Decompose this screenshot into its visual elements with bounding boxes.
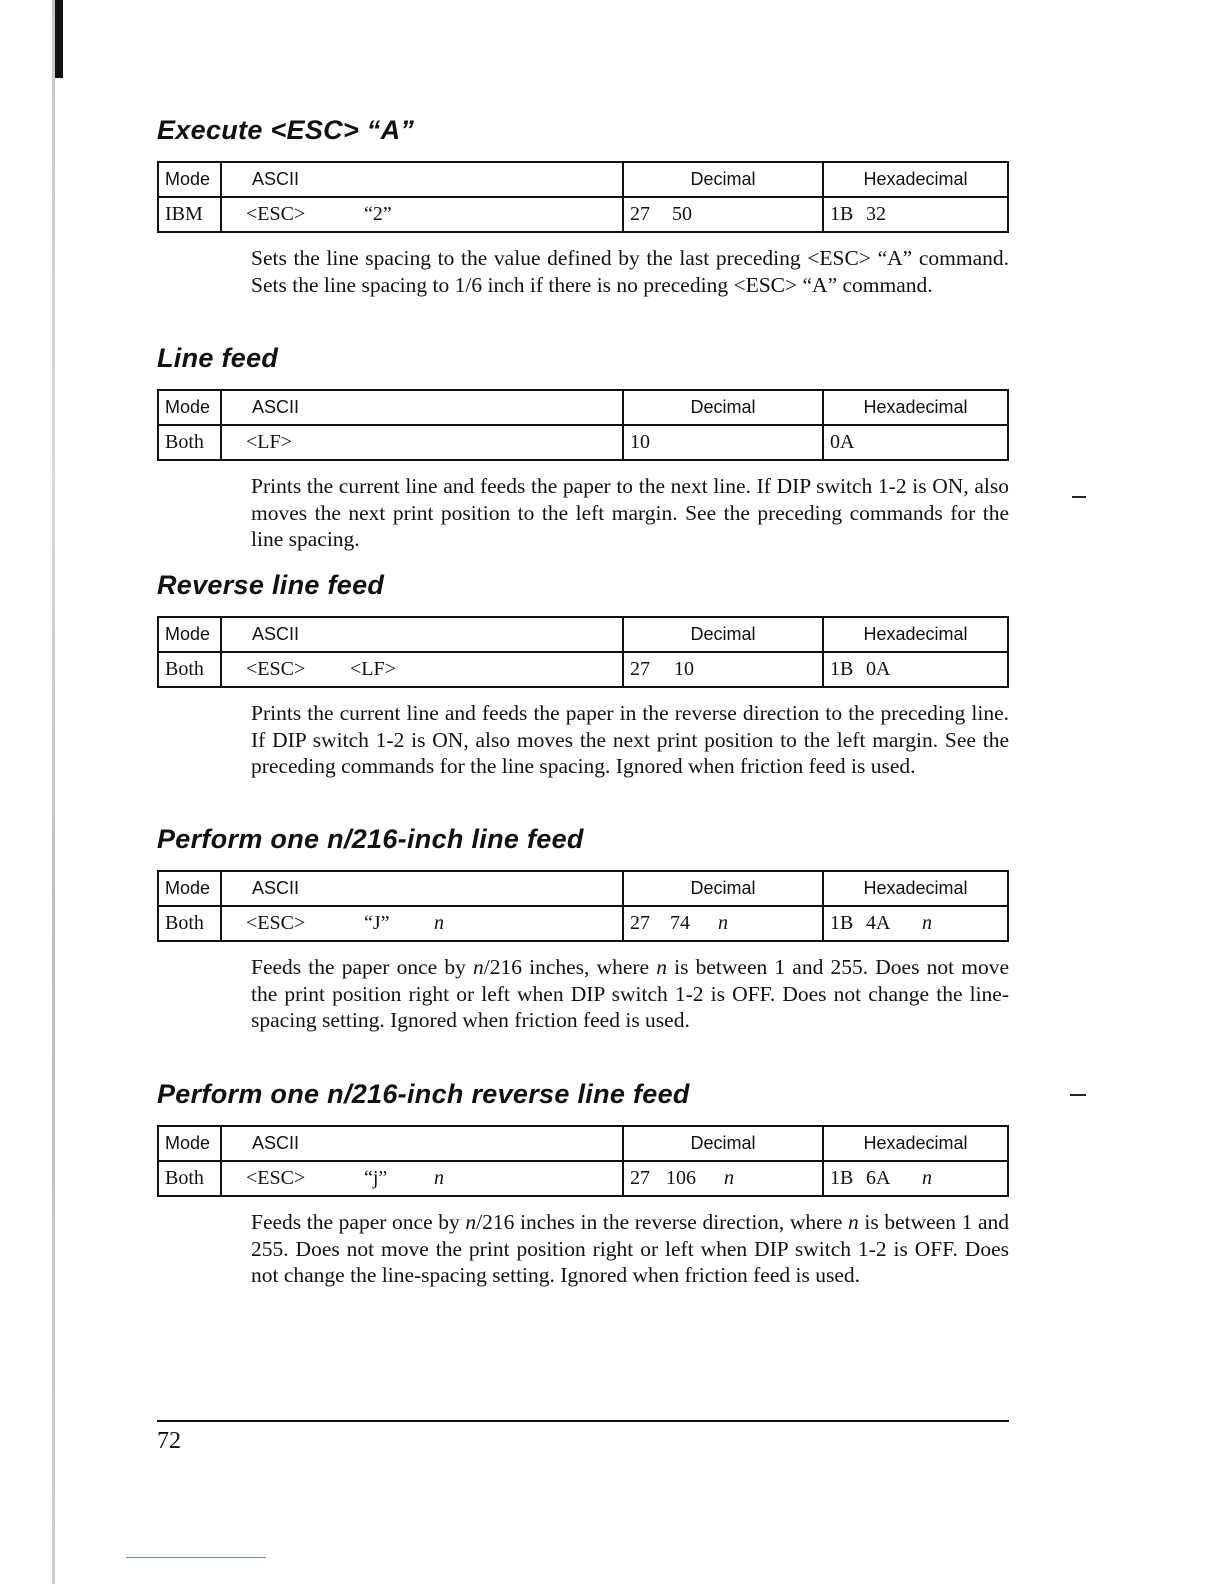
header-mode: Mode <box>158 162 221 197</box>
section-description: Prints the current line and feeds the paper to the next line. If DIP switch 1-2 is ON, also moves the next print position to the left margin. See the preceding commands for the line spacing. <box>251 474 1009 551</box>
decimal-token: 27 <box>630 658 650 680</box>
desc-text: Feeds the paper once by <box>251 955 473 979</box>
cell-hex <box>823 906 1008 941</box>
hex-token: 0A <box>866 658 891 680</box>
hex-token: 1B <box>830 658 854 680</box>
ascii-token: “J” <box>364 912 390 934</box>
hex-token: 1B <box>830 203 854 225</box>
table-header-row <box>158 390 1008 425</box>
ascii-token: <ESC> <box>246 203 306 225</box>
section-title <box>157 822 1009 856</box>
page-number: 72 <box>157 1428 181 1454</box>
table-row <box>158 906 1008 941</box>
hex-token: n <box>922 1167 932 1189</box>
decimal-token: 27 <box>630 203 650 225</box>
title-text: /216-inch reverse line feed <box>343 1079 690 1109</box>
ascii-token: <ESC> <box>246 1167 306 1189</box>
section-title: Line feed <box>157 343 279 373</box>
header-hex: Hexadecimal <box>823 162 1008 197</box>
command-table <box>157 389 1009 461</box>
section-description <box>251 954 1009 1034</box>
decimal-token: 27 <box>630 912 650 934</box>
decimal-token: 50 <box>672 203 692 225</box>
cell-decimal <box>623 197 823 232</box>
decimal-token: 10 <box>630 431 650 453</box>
desc-text: /216 inches, where <box>483 955 657 979</box>
header-ascii: ASCII <box>221 1126 623 1161</box>
table-header-row <box>158 871 1008 906</box>
header-mode: Mode <box>158 390 221 425</box>
table-row <box>158 425 1008 460</box>
desc-variable: n <box>656 955 667 979</box>
table-header-row <box>158 617 1008 652</box>
cell-ascii <box>221 197 623 232</box>
section-line-feed <box>157 341 1009 553</box>
desc-text: /216 inches in the reverse direction, where <box>476 1210 848 1234</box>
ascii-token: <ESC> <box>246 658 306 680</box>
section-n216-line-feed <box>157 822 1009 1034</box>
command-table <box>157 870 1009 942</box>
header-ascii: ASCII <box>221 871 623 906</box>
header-decimal: Decimal <box>623 162 823 197</box>
cell-decimal <box>623 652 823 687</box>
title-text: Perform one <box>157 824 328 854</box>
desc-text: Feeds the paper once by <box>251 1210 466 1234</box>
hex-token: 4A <box>866 912 891 934</box>
section-description: Prints the current line and feeds the paper in the reverse direction to the preceding line. If DIP switch 1-2 is ON, also moves the next print position to the left margin. See the preceding commands for the line spacing. Ignored when friction feed is used. <box>251 701 1009 778</box>
hex-token: 1B <box>830 912 854 934</box>
binding-edge <box>52 0 55 1584</box>
header-decimal: Decimal <box>623 617 823 652</box>
table-header-row <box>158 1126 1008 1161</box>
header-decimal: Decimal <box>623 390 823 425</box>
scan-speck <box>1072 496 1086 498</box>
header-hex: Hexadecimal <box>823 871 1008 906</box>
title-text: /216-inch line feed <box>343 824 584 854</box>
cell-decimal <box>623 906 823 941</box>
hex-token: 0A <box>830 431 855 453</box>
ascii-token: <ESC> <box>246 912 306 934</box>
section-title: Reverse line feed <box>157 570 385 600</box>
hex-token: 32 <box>866 203 886 225</box>
header-ascii: ASCII <box>221 162 623 197</box>
section-n216-reverse-line-feed <box>157 1077 1009 1289</box>
desc-variable: n <box>473 955 484 979</box>
header-decimal: Decimal <box>623 871 823 906</box>
cell-ascii <box>221 906 623 941</box>
decimal-token: n <box>718 912 728 934</box>
ascii-token: “2” <box>364 203 392 225</box>
cell-decimal <box>623 425 823 460</box>
table-row <box>158 652 1008 687</box>
cell-mode: Both <box>158 425 221 460</box>
decimal-token: 106 <box>666 1167 696 1189</box>
ascii-token: n <box>434 1167 444 1189</box>
command-table <box>157 1125 1009 1197</box>
decimal-token: 27 <box>630 1167 650 1189</box>
table-header-row <box>158 162 1008 197</box>
cell-ascii <box>221 652 623 687</box>
cell-mode: Both <box>158 906 221 941</box>
hex-token: n <box>922 912 932 934</box>
header-mode: Mode <box>158 617 221 652</box>
header-hex: Hexadecimal <box>823 390 1008 425</box>
header-ascii: ASCII <box>221 617 623 652</box>
command-table <box>157 616 1009 688</box>
header-hex: Hexadecimal <box>823 617 1008 652</box>
cell-hex <box>823 425 1008 460</box>
ascii-token: “j” <box>364 1167 388 1189</box>
table-row <box>158 197 1008 232</box>
section-description <box>251 1209 1009 1289</box>
title-variable: n <box>327 824 344 854</box>
hex-token: 1B <box>830 1167 854 1189</box>
header-ascii: ASCII <box>221 390 623 425</box>
cell-ascii <box>221 425 623 460</box>
ascii-token: <LF> <box>350 658 396 680</box>
cell-hex <box>823 652 1008 687</box>
decimal-token: 10 <box>674 658 694 680</box>
scan-speck <box>1070 1094 1086 1096</box>
header-hex: Hexadecimal <box>823 1126 1008 1161</box>
cell-ascii <box>221 1161 623 1196</box>
desc-variable: n <box>465 1210 477 1234</box>
command-table <box>157 161 1009 233</box>
header-decimal: Decimal <box>623 1126 823 1161</box>
ascii-token: <LF> <box>246 431 292 453</box>
hex-token: 6A <box>866 1167 891 1189</box>
title-text: Perform one <box>157 1079 328 1109</box>
cell-hex <box>823 197 1008 232</box>
footer-rule <box>157 1420 1009 1422</box>
table-row <box>158 1161 1008 1196</box>
section-title: Execute <ESC> “A” <box>157 115 415 145</box>
scan-artifact-line <box>126 1557 266 1558</box>
cell-decimal <box>623 1161 823 1196</box>
decimal-token: 74 <box>670 912 690 934</box>
header-mode: Mode <box>158 1126 221 1161</box>
section-execute-esc-a <box>157 113 1009 298</box>
section-reverse-line-feed <box>157 568 1009 780</box>
decimal-token: n <box>724 1167 734 1189</box>
section-title <box>157 1077 1009 1111</box>
header-mode: Mode <box>158 871 221 906</box>
cell-mode: Both <box>158 1161 221 1196</box>
binding-mark <box>55 0 63 78</box>
title-variable: n <box>327 1079 344 1109</box>
cell-hex <box>823 1161 1008 1196</box>
desc-text: is between 1 and 255. Does not move the print position right or left when DIP switch 1-2 is OFF. Does not change the line-spacing setting. Ignored when friction feed is used. <box>251 955 1009 1032</box>
cell-mode: IBM <box>158 197 221 232</box>
ascii-token: n <box>434 912 444 934</box>
cell-mode: Both <box>158 652 221 687</box>
desc-variable: n <box>848 1210 859 1234</box>
desc-text: is between 1 and 255. Does not move the print position right or left when DIP switch 1-2 is OFF. Does not change the line-spacing setting. Ignored when friction feed is used. <box>251 1210 1009 1287</box>
section-description: Sets the line spacing to the value defined by the last preceding <ESC> “A” command. Sets the line spacing to 1/6 inch if there is no preceding <ESC> “A” command. <box>251 246 1009 297</box>
